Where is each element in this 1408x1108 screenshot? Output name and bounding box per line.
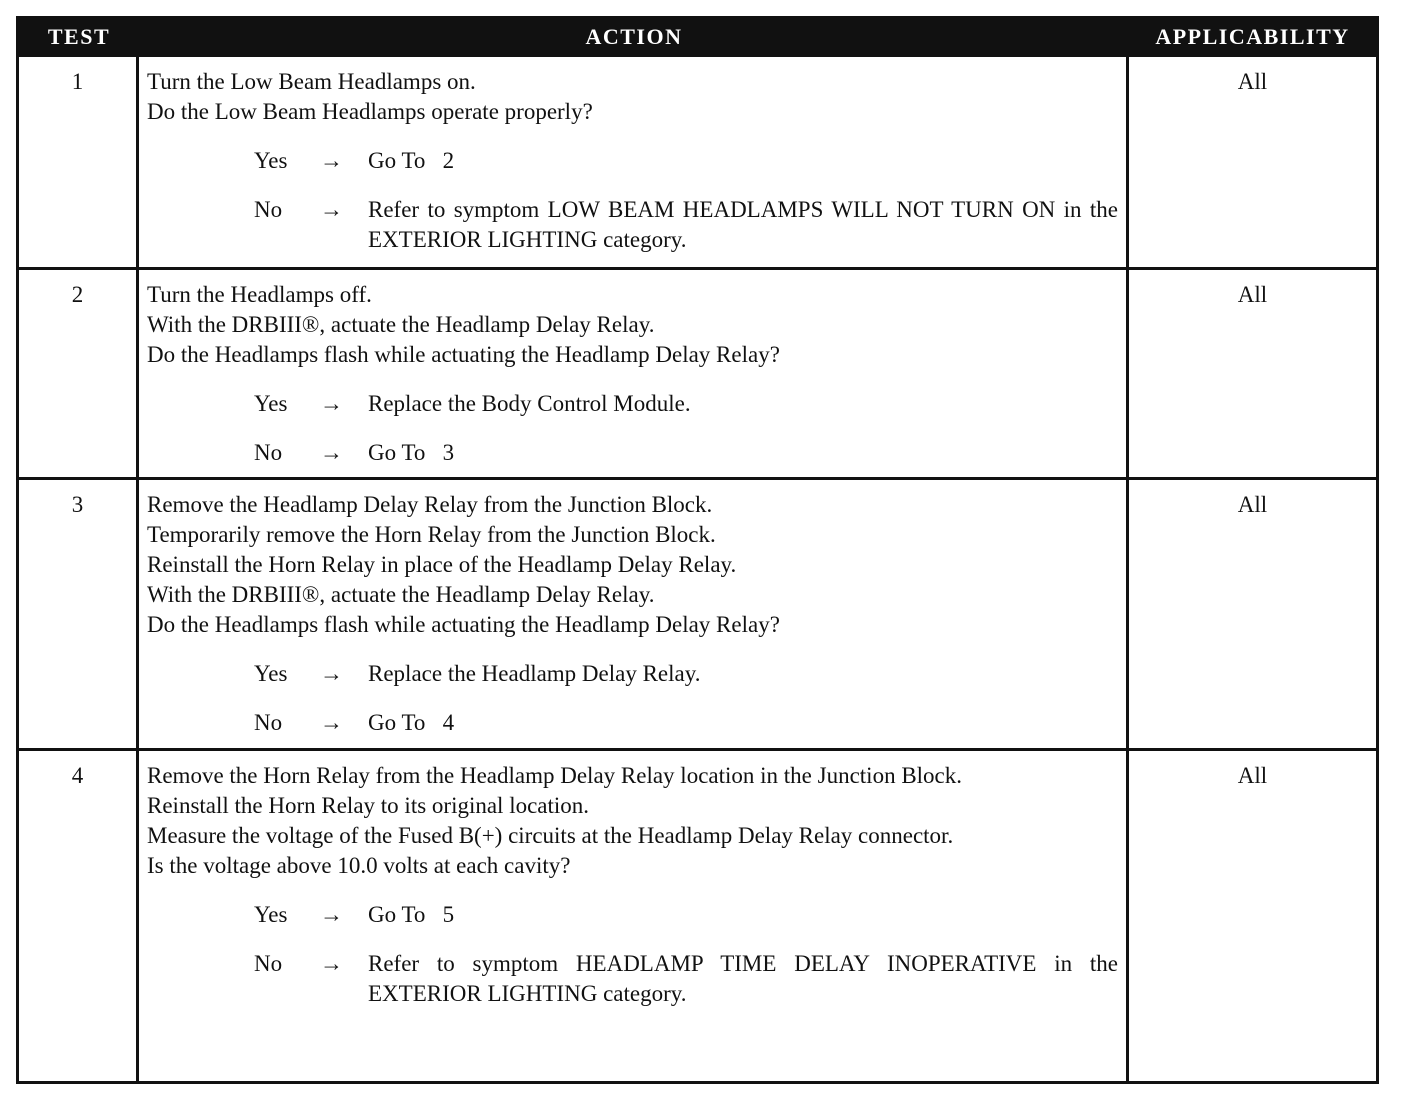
- test-number-1: 1: [19, 57, 139, 267]
- right-arrow-icon: →: [320, 902, 343, 927]
- yes-outcome: [254, 146, 1118, 176]
- action-cell-3: [139, 477, 1129, 748]
- action-line: With the DRBIII®, actuate the Headlamp Delay Relay.: [147, 582, 655, 607]
- right-arrow-icon: →: [320, 661, 343, 686]
- yes-label: Yes: [254, 902, 288, 927]
- no-result: Refer to symptom HEADLAMP TIME DELAY INOPERATIVE in the EXTERIOR LIGHTING category.: [368, 951, 1118, 1006]
- action-line: Do the Low Beam Headlamps operate properly?: [147, 99, 593, 124]
- action-cell-1: [139, 57, 1129, 267]
- no-outcome: [254, 708, 1118, 738]
- test-number-2: 2: [19, 267, 139, 477]
- no-result: Go To 4: [368, 710, 455, 735]
- yes-result: Go To 5: [368, 902, 455, 927]
- no-label: No: [254, 710, 283, 735]
- yes-label: Yes: [254, 391, 288, 416]
- header-applicability: APPLICABILITY: [1129, 19, 1376, 57]
- yes-label: Yes: [254, 148, 288, 173]
- right-arrow-icon: →: [320, 391, 343, 416]
- yes-outcome: [254, 389, 1118, 419]
- no-label: No: [254, 951, 283, 976]
- applicability-2: All: [1129, 267, 1376, 477]
- action-cell-4: [139, 748, 1129, 1081]
- action-line: Reinstall the Horn Relay to its original location.: [147, 793, 590, 818]
- yes-outcome: [254, 900, 1118, 930]
- action-line: Do the Headlamps flash while actuating the Headlamp Delay Relay?: [147, 612, 780, 637]
- action-line: Turn the Low Beam Headlamps on.: [147, 69, 476, 94]
- right-arrow-icon: →: [320, 710, 343, 735]
- diagnostic-test-table: [16, 16, 1379, 1084]
- action-line: With the DRBIII®, actuate the Headlamp Delay Relay.: [147, 312, 655, 337]
- action-line: Is the voltage above 10.0 volts at each cavity?: [147, 853, 571, 878]
- right-arrow-icon: →: [320, 440, 343, 465]
- no-result: Refer to symptom LOW BEAM HEADLAMPS WILL NOT TURN ON in the EXTERIOR LIGHTING category.: [368, 197, 1118, 252]
- test-number-4: 4: [19, 748, 139, 1081]
- right-arrow-icon: →: [320, 197, 343, 222]
- yes-outcome: [254, 659, 1118, 689]
- no-label: No: [254, 197, 283, 222]
- action-line: Reinstall the Horn Relay in place of the Headlamp Delay Relay.: [147, 552, 737, 577]
- no-outcome: [254, 195, 1118, 255]
- action-cell-2: [139, 267, 1129, 477]
- header-test: TEST: [19, 19, 139, 57]
- yes-result: Go To 2: [368, 148, 455, 173]
- no-outcome: [254, 949, 1118, 1009]
- test-number-3: 3: [19, 477, 139, 748]
- action-line: Remove the Headlamp Delay Relay from the Junction Block.: [147, 492, 713, 517]
- yes-result: Replace the Headlamp Delay Relay.: [368, 661, 701, 686]
- action-line: Remove the Horn Relay from the Headlamp Delay Relay location in the Junction Block.: [147, 763, 963, 788]
- no-label: No: [254, 440, 283, 465]
- applicability-4: All: [1129, 748, 1376, 1081]
- applicability-3: All: [1129, 477, 1376, 748]
- no-outcome: [254, 438, 1118, 468]
- yes-label: Yes: [254, 661, 288, 686]
- right-arrow-icon: →: [320, 951, 343, 976]
- action-line: Temporarily remove the Horn Relay from the Junction Block.: [147, 522, 716, 547]
- right-arrow-icon: →: [320, 148, 343, 173]
- applicability-1: All: [1237, 69, 1268, 94]
- action-line: Turn the Headlamps off.: [147, 282, 372, 307]
- action-line: Do the Headlamps flash while actuating the Headlamp Delay Relay?: [147, 342, 780, 367]
- header-action: ACTION: [139, 19, 1129, 57]
- action-line: Measure the voltage of the Fused B(+) circuits at the Headlamp Delay Relay connector.: [147, 823, 954, 848]
- no-result: Go To 3: [368, 440, 455, 465]
- yes-result: Replace the Body Control Module.: [368, 391, 691, 416]
